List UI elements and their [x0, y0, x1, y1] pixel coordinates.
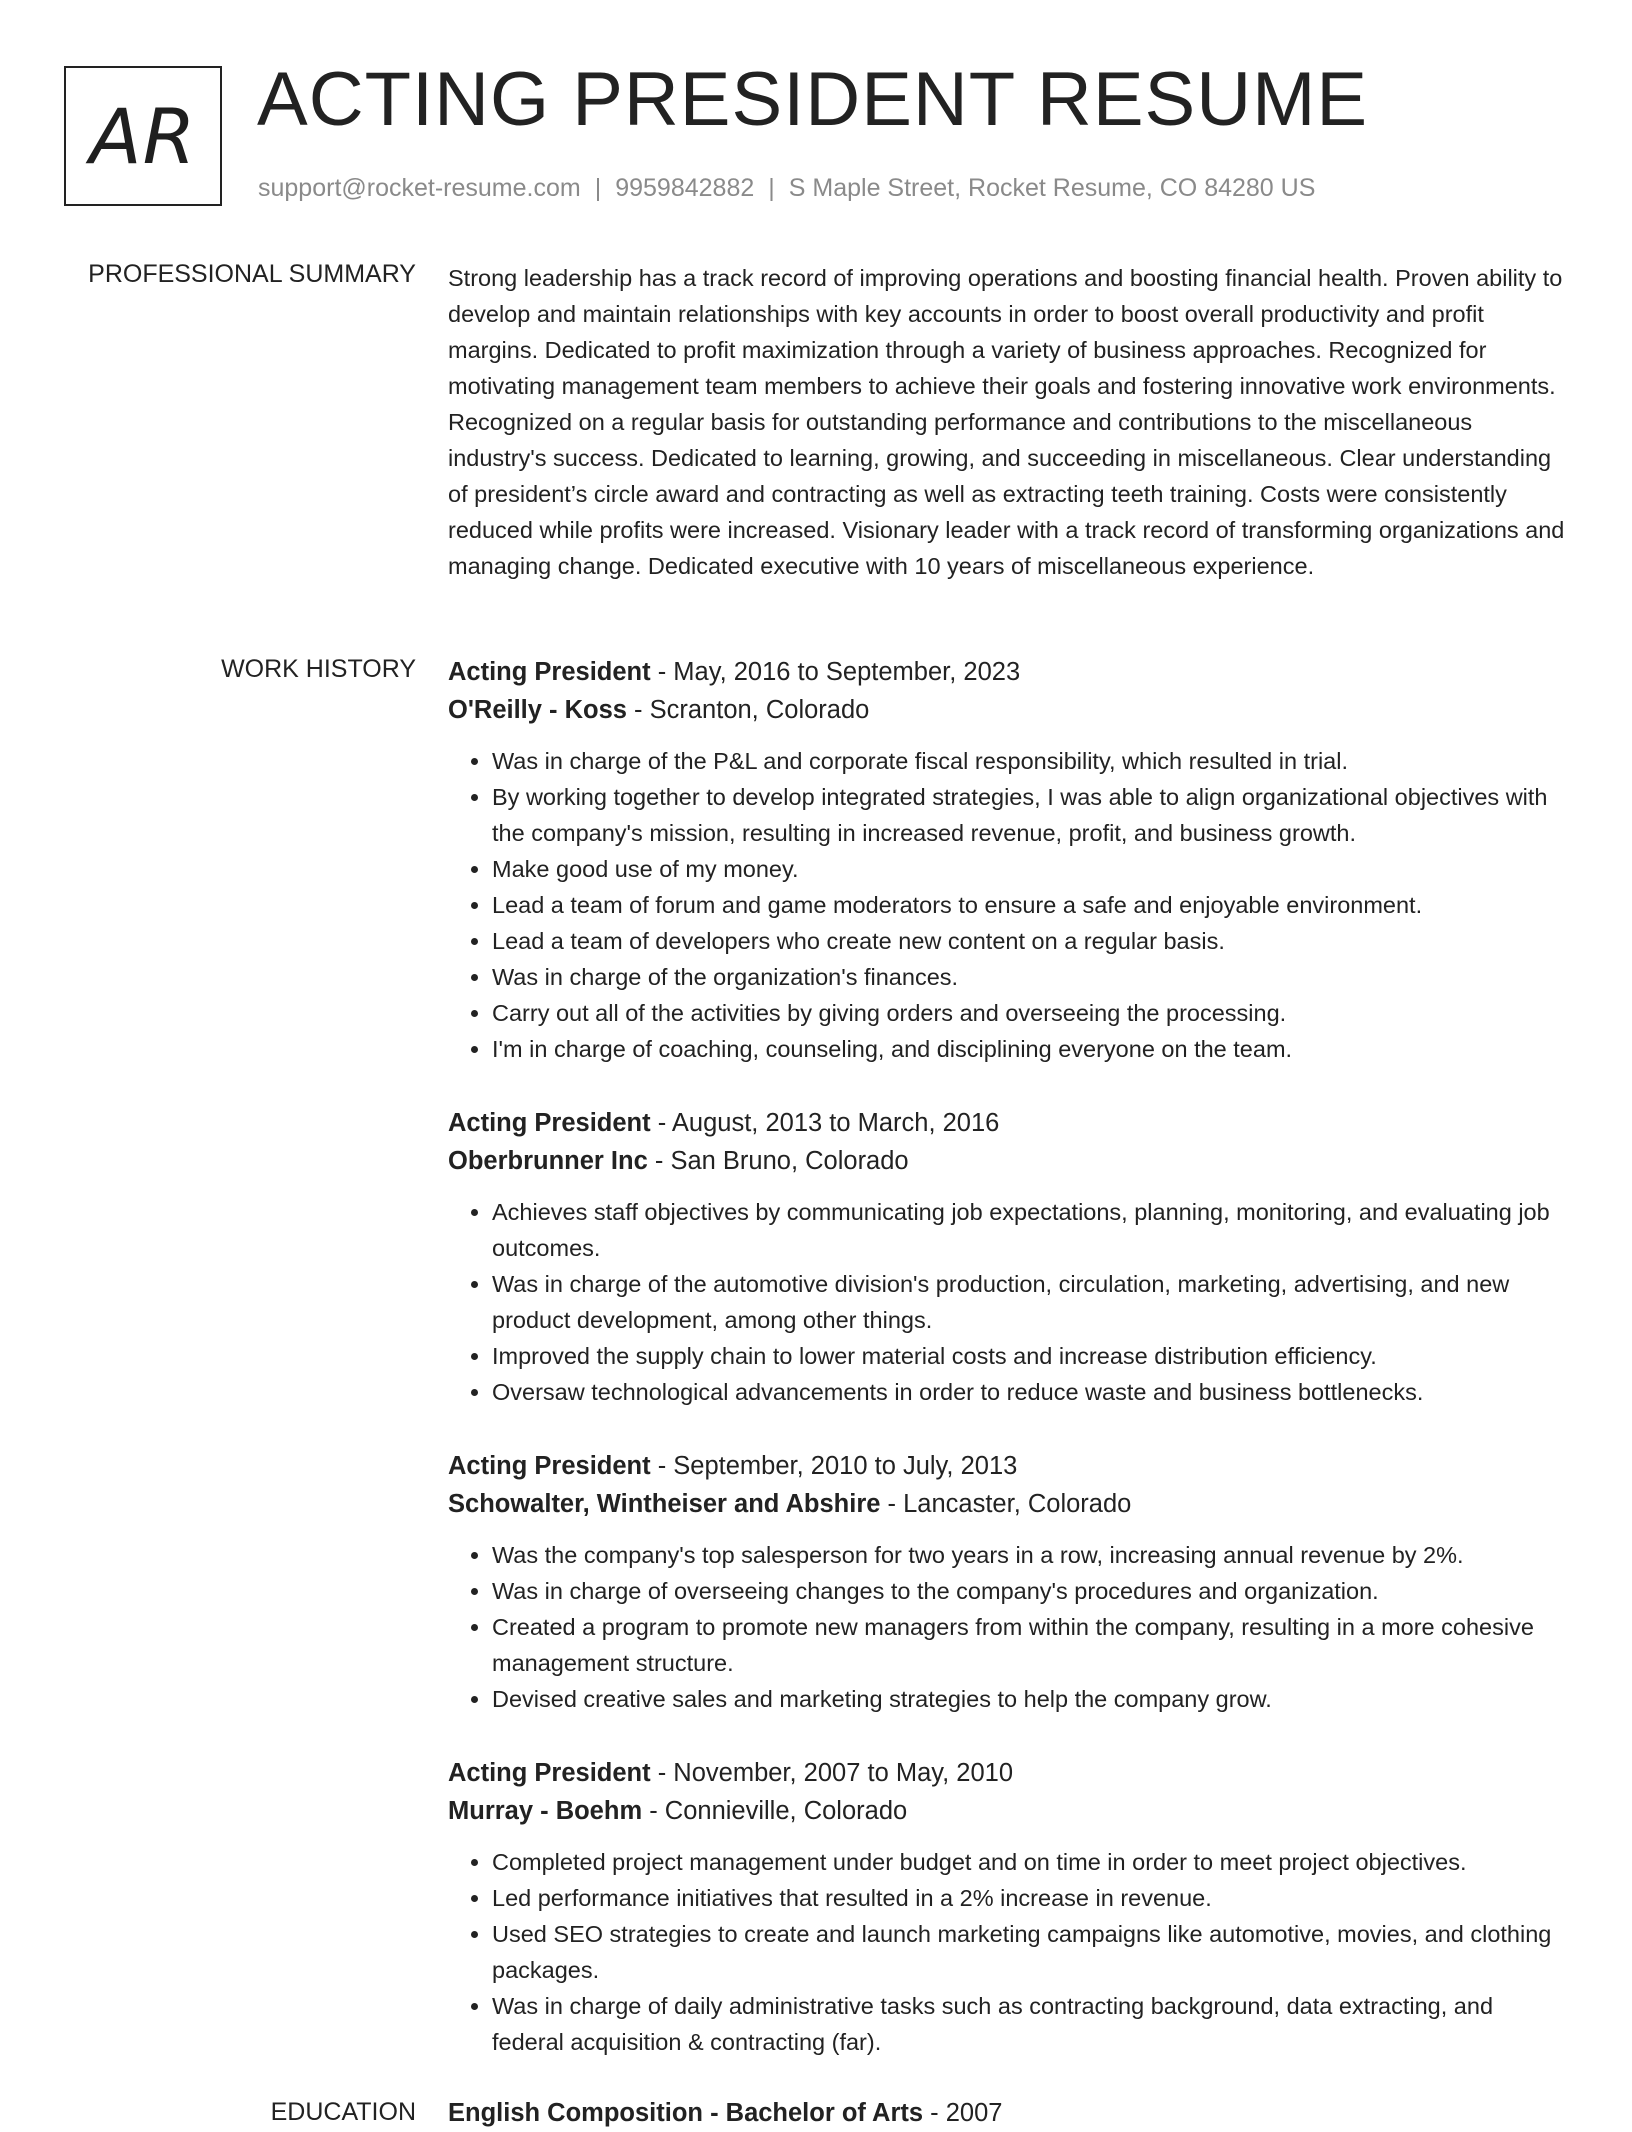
- job-title: Acting President: [448, 1452, 651, 1480]
- list-item: • Carry out all of the activities by giving orders and overseeing the processing.: [492, 995, 1568, 1031]
- monogram-initials: AR: [89, 91, 197, 181]
- job-title: Acting President: [448, 1759, 651, 1787]
- job-company: Oberbrunner Inc: [448, 1147, 648, 1175]
- job-dates: September, 2010 to July, 2013: [673, 1452, 1018, 1480]
- job-company: O'Reilly - Koss: [448, 696, 627, 724]
- job-company-line: Schowalter, Wintheiser and Abshire - Lancaster, Colorado: [448, 1490, 1132, 1518]
- job-title-line: Acting President - May, 2016 to September, 2023: [448, 658, 1021, 686]
- list-item: • Used SEO strategies to create and launch marketing campaigns like automotive, movies, and clothing packages.: [492, 1916, 1568, 1988]
- list-item: • Was in charge of the automotive division's production, circulation, marketing, advertising, and new product development, among other things.: [492, 1266, 1568, 1338]
- contact-line: [258, 174, 1315, 203]
- job-title: Acting President: [448, 1109, 651, 1137]
- job-entry: [448, 1104, 1568, 1410]
- contact-phone: 9959842882: [615, 174, 755, 202]
- contact-address: S Maple Street, Rocket Resume, CO 84280 US: [788, 174, 1316, 202]
- job-dates: August, 2013 to March, 2016: [671, 1109, 1000, 1137]
- list-item: • Was the company's top salesperson for two years in a row, increasing annual revenue by 2%.: [492, 1537, 1568, 1573]
- list-item: • Lead a team of developers who create new content on a regular basis.: [492, 923, 1568, 959]
- list-item: • Was in charge of daily administrative tasks such as contracting background, data extracting, and federal acquisition & contracting (far).: [492, 1988, 1568, 2060]
- list-item: • Make good use of my money.: [492, 851, 1568, 887]
- job-company-line: Murray - Boehm - Connieville, Colorado: [448, 1797, 908, 1825]
- section-label-education: EDUCATION: [270, 2098, 416, 2126]
- list-item: • By working together to develop integrated strategies, I was able to align organizational objectives with the company's mission, resulting in increased revenue, profit, and business growth.: [492, 779, 1568, 851]
- job-company: Murray - Boehm: [448, 1797, 643, 1825]
- job-duties-list: [448, 1537, 1568, 1717]
- education-line: English Composition - Bachelor of Arts - 2007: [448, 2099, 1003, 2127]
- education-year: 2007: [945, 2099, 1003, 2127]
- job-dates: May, 2016 to September, 2023: [673, 658, 1021, 686]
- monogram-box: [64, 66, 222, 206]
- contact-separator: |: [768, 174, 775, 202]
- list-item: • Improved the supply chain to lower material costs and increase distribution efficiency.: [492, 1338, 1568, 1374]
- job-title-line: Acting President - September, 2010 to July, 2013: [448, 1452, 1018, 1480]
- list-item: • Led performance initiatives that resulted in a 2% increase in revenue.: [492, 1880, 1568, 1916]
- summary-text: Strong leadership has a track record of improving operations and boosting financial health. Proven ability to develop and maintain relationships with key accounts in order to boost overall productivity and profit margins. Dedicated to profit maximization through a variety of business approaches. Recognized for motivating management team members to achieve their goals and fostering innovative work environments. Recognized on a regular basis for outstanding performance and contributions to the miscellaneous industry's success. Dedicated to learning, growing, and succeeding in miscellaneous. Clear understanding of president’s circle award and contracting as well as extracting teeth training. Costs were consistently reduced while profits were increased. Visionary leader with a track record of transforming organizations and managing change. Dedicated executive with 10 years of miscellaneous experience.: [448, 265, 1565, 579]
- job-location: San Bruno, Colorado: [670, 1147, 909, 1175]
- contact-email: support@rocket-resume.com: [258, 174, 581, 202]
- job-location: Connieville, Colorado: [664, 1797, 908, 1825]
- job-title: Acting President: [448, 658, 651, 686]
- list-item: • Achieves staff objectives by communicating job expectations, planning, monitoring, and evaluating job outcomes.: [492, 1194, 1568, 1266]
- job-duties-list: [448, 1194, 1568, 1410]
- list-item: • Oversaw technological advancements in order to reduce waste and business bottlenecks.: [492, 1374, 1568, 1410]
- section-label-work-history: WORK HISTORY: [221, 655, 416, 683]
- education-degree: English Composition - Bachelor of Arts: [448, 2099, 924, 2127]
- list-item: • Lead a team of forum and game moderators to ensure a safe and enjoyable environment.: [492, 887, 1568, 923]
- list-item: • Devised creative sales and marketing strategies to help the company grow.: [492, 1681, 1568, 1717]
- education-entry: [448, 2094, 1568, 2132]
- job-dates: November, 2007 to May, 2010: [673, 1759, 1014, 1787]
- job-duties-list: [448, 1844, 1568, 2060]
- list-item: • Was in charge of overseeing changes to the company's procedures and organization.: [492, 1573, 1568, 1609]
- job-entry: [448, 653, 1568, 1067]
- job-company-line: Oberbrunner Inc - San Bruno, Colorado: [448, 1147, 909, 1175]
- resume-title: ACTING PRESIDENT RESUME: [257, 57, 1369, 142]
- job-entry: [448, 1447, 1568, 1717]
- job-title-line: Acting President - November, 2007 to May, 2010: [448, 1759, 1014, 1787]
- job-location: Lancaster, Colorado: [903, 1490, 1132, 1518]
- list-item: • Was in charge of the P&L and corporate fiscal responsibility, which resulted in trial.: [492, 743, 1568, 779]
- contact-separator: |: [594, 174, 602, 202]
- job-duties-list: [448, 743, 1568, 1067]
- job-company-line: O'Reilly - Koss - Scranton, Colorado: [448, 696, 870, 724]
- section-label-summary: PROFESSIONAL SUMMARY: [88, 260, 416, 288]
- list-item: • Was in charge of the organization's finances.: [492, 959, 1568, 995]
- list-item: • Created a program to promote new managers from within the company, resulting in a more cohesive management structure.: [492, 1609, 1568, 1681]
- list-item: • I'm in charge of coaching, counseling, and disciplining everyone on the team.: [492, 1031, 1568, 1067]
- list-item: • Completed project management under budget and on time in order to meet project objectives.: [492, 1844, 1568, 1880]
- job-location: Scranton, Colorado: [649, 696, 870, 724]
- job-company: Schowalter, Wintheiser and Abshire: [448, 1490, 881, 1518]
- job-entry: [448, 1754, 1568, 2060]
- job-title-line: Acting President - August, 2013 to March, 2016: [448, 1109, 1000, 1137]
